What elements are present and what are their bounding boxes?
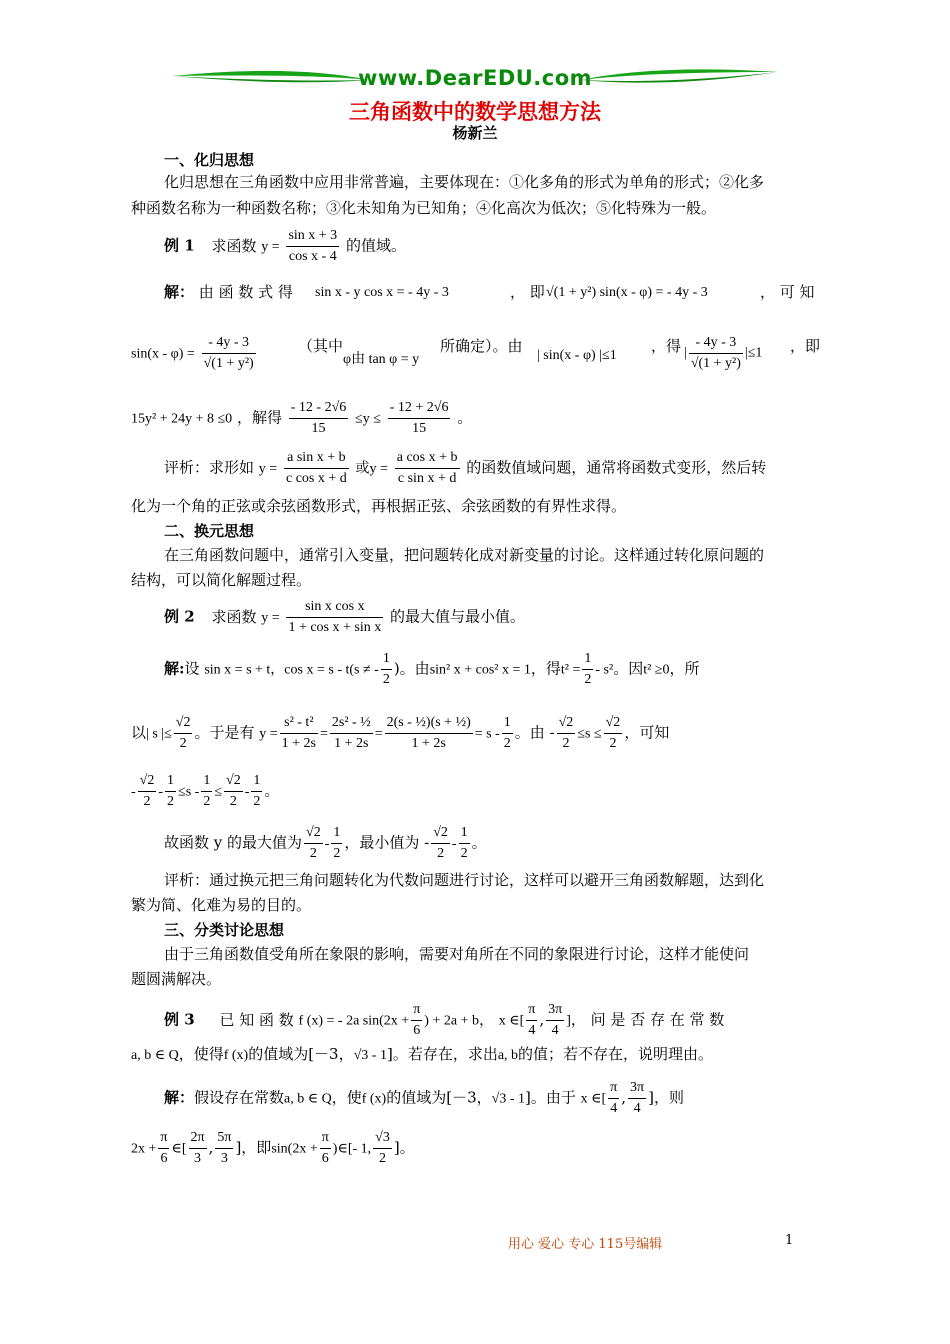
denominator: 2: [143, 794, 151, 809]
text: 设: [184, 659, 200, 678]
numerator: sin x + 3: [286, 226, 339, 247]
fraction: [608, 1078, 619, 1119]
fraction: [165, 771, 176, 812]
math: y =: [261, 610, 280, 626]
denominator: cos x - 4: [288, 249, 337, 264]
fraction: [388, 398, 451, 439]
numerator: √2: [431, 823, 450, 844]
text: ， 问 是 否 存 在 常 数: [570, 1010, 725, 1029]
solution-line: 解：假设存在常数a, b ∈ Q，使f (x)的值域为[－3，√3 - 1]。由于 x ∈[ $\frac{\pi}{4}$ , $\frac{3\pi}{4}$ ]，则: [164, 1078, 684, 1119]
math: -: [451, 836, 457, 852]
math: ∈[: [171, 1141, 187, 1157]
text: ，解得: [236, 408, 282, 427]
math: √3 - 1: [353, 1048, 387, 1063]
numerator: π: [608, 1078, 619, 1099]
math: -: [131, 784, 136, 800]
text: 由 函 数 式 得: [198, 283, 293, 301]
denominator: 1 + cos x + sin x: [288, 620, 382, 635]
text: ]。若存在，求出: [386, 1045, 498, 1063]
denominator: 2: [379, 1151, 386, 1166]
numerator: 1: [582, 649, 593, 670]
denominator: c cos x + d: [285, 471, 347, 486]
text: 以: [131, 723, 147, 742]
text: ，: [478, 1010, 494, 1029]
section-heading-3: 三、分类讨论思想: [164, 921, 285, 939]
denominator: c sin x + d: [397, 471, 457, 486]
denominator: 1 + 2s: [334, 736, 369, 751]
text: （其中: [298, 337, 344, 355]
solution-line: 以| s |≤ $\frac{√2}{2}$ 。于是有 y = $\frac{\text{s² - t²}}{1 + 2s}$ = $\frac{\text{2s² - ½}}{1 + 2s}$ = $\frac{\text{2(s - ½)(s + ½)}}{1 + 2s}$ = s - $\frac{1}{2}$ 。由 - $\frac{√2}{2}$ ≤s ≤ $\frac{√2}{2}$ ，可知: [131, 713, 669, 754]
denominator: 2: [437, 846, 445, 861]
math: f (x): [361, 1091, 387, 1107]
denominator: 3: [194, 1151, 202, 1166]
denominator: 1 + 2s: [281, 736, 316, 751]
text: 的值域。: [345, 236, 406, 255]
fraction: [304, 823, 323, 864]
section-heading-1: 一、化归思想: [164, 151, 255, 169]
fraction: [320, 1128, 331, 1169]
example-1: [164, 226, 406, 267]
numerator: 2π: [189, 1128, 207, 1149]
text: ]。由于: [525, 1088, 576, 1107]
math: √3 - 1: [491, 1091, 525, 1107]
numerator: √2: [557, 713, 576, 734]
denominator: 2: [253, 794, 261, 809]
result-line: [164, 823, 487, 864]
numerator: a sin x + b: [284, 448, 349, 469]
math: -: [158, 784, 164, 800]
math: 或y =: [355, 461, 388, 477]
numerator: - 12 - 2√6: [289, 398, 349, 419]
denominator: 2: [562, 736, 570, 751]
paragraph: 题圆满解决。: [131, 970, 222, 988]
numerator: a cos x + b: [395, 448, 460, 469]
denominator: 6: [160, 1151, 168, 1166]
text: 。于是有: [194, 723, 255, 742]
denominator: √(1 + y²): [203, 356, 254, 371]
paragraph: 在三角函数问题中，通常引入变量，把问题转化成对新变量的讨论。这样通过转化原问题的: [164, 546, 765, 564]
math: x ∈[: [580, 1091, 607, 1107]
math: sin x = s + t，cos x = s - t(s ≠ -: [204, 662, 379, 678]
numerator: - 4y - 3: [689, 333, 743, 354]
math: ): [466, 715, 471, 730]
numerator: 1: [502, 713, 513, 734]
text: 。: [457, 408, 473, 427]
math: ) + 2a + b: [424, 1013, 479, 1029]
numerator: 1: [459, 823, 470, 844]
fraction: [201, 771, 212, 812]
numerator: π: [526, 1000, 537, 1021]
math: y =: [261, 239, 280, 255]
math: ≤s -: [178, 784, 200, 800]
math: ≤y ≤: [355, 411, 381, 427]
solution-label: 解:: [164, 659, 185, 678]
fraction: [280, 713, 318, 754]
example-label: 例 1: [164, 236, 195, 255]
math: y =: [258, 461, 278, 477]
page-number: 1: [785, 1233, 794, 1248]
fraction: [431, 823, 450, 864]
denominator: 15: [412, 421, 427, 436]
denominator: 2: [309, 846, 317, 861]
text: ， 可 知: [760, 283, 815, 301]
fraction: [138, 771, 157, 812]
text: ，最小值为 -: [344, 833, 430, 852]
numerator: 1: [381, 649, 392, 670]
math: 15y² + 24y + 8 ≤0: [131, 411, 233, 427]
denominator: 4: [551, 1023, 559, 1038]
denominator: 6: [413, 1023, 421, 1038]
denominator: 3: [220, 1151, 228, 1166]
text: ，使: [331, 1088, 362, 1107]
math: | sin(x - φ) |≤1: [537, 348, 617, 363]
text: 的值；若不存在，说明理由。: [518, 1045, 714, 1063]
numerator: 1: [331, 823, 342, 844]
math: ≤s ≤: [577, 726, 602, 742]
denominator: 4: [610, 1101, 618, 1116]
math: a, b: [497, 1048, 519, 1063]
fraction: [215, 1128, 233, 1169]
fraction: [286, 226, 339, 267]
text: ，使得: [178, 1045, 224, 1063]
example-3-line-2: [131, 1042, 713, 1068]
text: 的值域为[－3，: [386, 1088, 492, 1107]
math: t² ≥0: [643, 662, 670, 678]
fraction: [224, 771, 243, 812]
numerator: - 4y - 3: [202, 333, 256, 354]
solution-label: 解：: [164, 283, 195, 301]
numerator: √2: [138, 771, 157, 792]
fraction: [189, 1128, 207, 1169]
solution-line: 2x + $\frac{\pi}{6}$ ∈[ $\frac{2\pi}{3}$ , $\frac{5\pi}{3}$ ]，即sin(2x + $\frac{\pi}{6}$ )∈[- 1, $\frac{√3}{2}$ ]。: [131, 1128, 415, 1169]
text: 假设存在常数: [194, 1088, 285, 1107]
fraction: [289, 398, 349, 439]
numerator: 1: [201, 771, 212, 792]
paragraph: 繁为简、化难为易的目的。: [131, 896, 312, 914]
paragraph: 结构，可以简化解题过程。: [131, 571, 312, 589]
math: 2x +: [131, 1141, 157, 1157]
fraction: [459, 823, 470, 864]
text: 的值域为[－3，: [248, 1045, 354, 1063]
solution-line: [131, 333, 258, 374]
denominator: 2: [382, 672, 390, 687]
denominator: 2: [503, 736, 511, 751]
math: y =: [259, 726, 278, 742]
numerator: π: [320, 1128, 331, 1149]
text: 。由 -: [514, 723, 555, 742]
math: sin² x + cos² x = 1: [429, 662, 531, 678]
fraction: [202, 333, 256, 374]
text: ，即: [790, 337, 821, 355]
text: ]，则: [648, 1088, 684, 1107]
text: ，所: [669, 659, 700, 678]
comment-line: [164, 448, 766, 489]
fraction: [557, 713, 576, 754]
math: φ由 tan φ = y: [343, 352, 420, 367]
example-label: 例 3: [164, 1010, 195, 1029]
math: ≤1: [747, 345, 763, 361]
text: 。: [471, 833, 487, 852]
text: 所确定）。由: [440, 337, 523, 355]
text: 已 知 函 数: [219, 1010, 294, 1029]
math: - s²: [595, 662, 614, 678]
math: t² =: [560, 662, 581, 678]
paragraph: 化归思想在三角函数中应用非常普遍，主要体现在：①化多角的形式为单角的形式；②化多: [164, 173, 765, 191]
math: -: [244, 784, 250, 800]
numerator: - 12 + 2√6: [388, 398, 451, 419]
solution-line: [131, 771, 279, 812]
section-heading-2: 二、换元思想: [164, 522, 255, 540]
solution-line: [164, 649, 700, 690]
text: 故函数 y 的最大值为: [164, 833, 303, 852]
fraction: [331, 823, 342, 864]
denominator: 2: [460, 846, 468, 861]
numerator: √3: [373, 1128, 392, 1149]
fraction: [381, 649, 392, 690]
denominator: √(1 + y²): [690, 356, 741, 371]
denominator: 2: [229, 794, 237, 809]
math: f (x): [223, 1048, 249, 1063]
example-3: 例 3 已 知 函 数 f (x) = - 2a sin(2x + $\frac{\pi}{6}$ ) + 2a + b， x ∈[ $\frac{\pi}{4}$ , $\frac{3\pi}{4}$ ]， 问 是 否 存 在 常 数: [164, 1000, 724, 1041]
paragraph: 评析：通过换元把三角问题转化为代数问题进行讨论，这样可以避开三角函数解题，达到化: [164, 871, 765, 889]
denominator: 4: [528, 1023, 536, 1038]
fraction: [502, 713, 513, 754]
fraction: [411, 1000, 422, 1041]
numerator: 2(s - ½)(s + ½): [385, 713, 473, 734]
numerator: 3π: [546, 1000, 564, 1021]
text: ，得: [530, 659, 561, 678]
fraction: [373, 1128, 392, 1169]
example-label: 例 2: [164, 607, 195, 626]
numerator: 2s² - ½: [330, 713, 373, 734]
text: 评析：求形如: [164, 458, 255, 477]
math: -: [324, 836, 330, 852]
math: )(s +: [425, 715, 453, 730]
fraction: [158, 1128, 169, 1169]
fraction: [284, 448, 349, 489]
math: sin x - y cos x = - 4y - 3: [315, 285, 449, 300]
fraction: [174, 713, 193, 754]
denominator: 2: [167, 794, 175, 809]
math: a, b ∈ Q: [131, 1048, 179, 1063]
text: 的最大值与最小值。: [390, 607, 526, 626]
numerator: π: [158, 1128, 169, 1149]
math: sin(2x +: [271, 1141, 318, 1157]
numerator: 1: [165, 771, 176, 792]
author: 杨新兰: [452, 124, 498, 142]
math: | s |≤: [146, 726, 172, 742]
paragraph: 种函数名称为一种函数名称；③化未知角为已知角；④化高次为低次；⑤化特殊为一般。: [131, 199, 717, 217]
text: ，得: [651, 337, 682, 355]
denominator: 15: [311, 421, 326, 436]
math: sin(x - φ) =: [131, 346, 195, 362]
fraction: [526, 1000, 537, 1041]
denominator: 2: [203, 794, 211, 809]
denominator: 2: [333, 846, 341, 861]
denominator: 4: [633, 1101, 641, 1116]
text: 求函数: [211, 236, 257, 255]
fraction: [251, 771, 262, 812]
denominator: 2: [584, 672, 592, 687]
solution-line: [164, 280, 293, 304]
math: = s -: [474, 726, 500, 742]
denominator: 2: [609, 736, 617, 751]
numerator: s² - t²: [280, 713, 318, 734]
denominator: 6: [321, 1151, 329, 1166]
text: 求函数: [211, 607, 257, 626]
fraction: [395, 448, 460, 489]
math: )∈[- 1,: [332, 1141, 372, 1157]
fraction: [604, 713, 623, 754]
numerator: √2: [304, 823, 323, 844]
example-2: [164, 597, 525, 638]
fraction: [286, 597, 383, 638]
math: a, b ∈ Q: [284, 1091, 332, 1107]
text: 。: [264, 781, 280, 800]
math: 2(s -: [386, 715, 412, 730]
text: ]，即: [235, 1138, 272, 1157]
math: 2s² -: [331, 715, 357, 730]
fraction: [689, 333, 743, 374]
fraction: [546, 1000, 564, 1041]
page-title: 三角函数中的数学思想方法: [349, 100, 601, 124]
text: ， 即: [510, 283, 545, 301]
math: f (x) = - 2a sin(2x +: [298, 1013, 410, 1029]
site-name: www.DearEDU.com: [357, 66, 593, 90]
text: 。因: [613, 659, 644, 678]
numerator: 3π: [628, 1078, 646, 1099]
paragraph: 由于三角函数值受角所在象限的影响，需要对角所在不同的象限进行讨论，这样才能使问: [164, 945, 750, 963]
paragraph: 化为一个角的正弦或余弦函数形式，再根据正弦、余弦函数的有界性求得。: [131, 497, 627, 515]
fraction: [582, 649, 593, 690]
fraction: [628, 1078, 646, 1119]
denominator: 2: [179, 736, 187, 751]
math: ≤: [214, 784, 223, 800]
footer-text: 用心 爱心 专心 115号编辑: [508, 1237, 663, 1252]
math: x ∈[: [498, 1013, 525, 1029]
numerator: sin x cos x: [286, 597, 383, 618]
denominator: 1 + 2s: [411, 736, 446, 751]
fraction: [330, 713, 373, 754]
numerator: π: [411, 1000, 422, 1021]
solution-label: 解：: [164, 1088, 195, 1107]
text: 的函数值域问题，通常将函数式变形，然后转: [466, 458, 767, 477]
math: ]: [566, 1013, 571, 1029]
numerator: 1: [251, 771, 262, 792]
fraction: [385, 713, 473, 754]
solution-line: [131, 398, 472, 439]
text: )。由: [393, 659, 430, 678]
numerator: √2: [604, 713, 623, 734]
text: ，可知: [624, 723, 670, 742]
math: | $\frac{- 4y - 3}{\text{√(1 + y²)}}$ |≤1: [684, 333, 762, 374]
text: ]。: [393, 1138, 415, 1157]
math: √(1 + y²) sin(x - φ) = - 4y - 3: [546, 285, 708, 300]
numerator: √2: [174, 713, 193, 734]
numerator: √2: [224, 771, 243, 792]
numerator: 5π: [215, 1128, 233, 1149]
